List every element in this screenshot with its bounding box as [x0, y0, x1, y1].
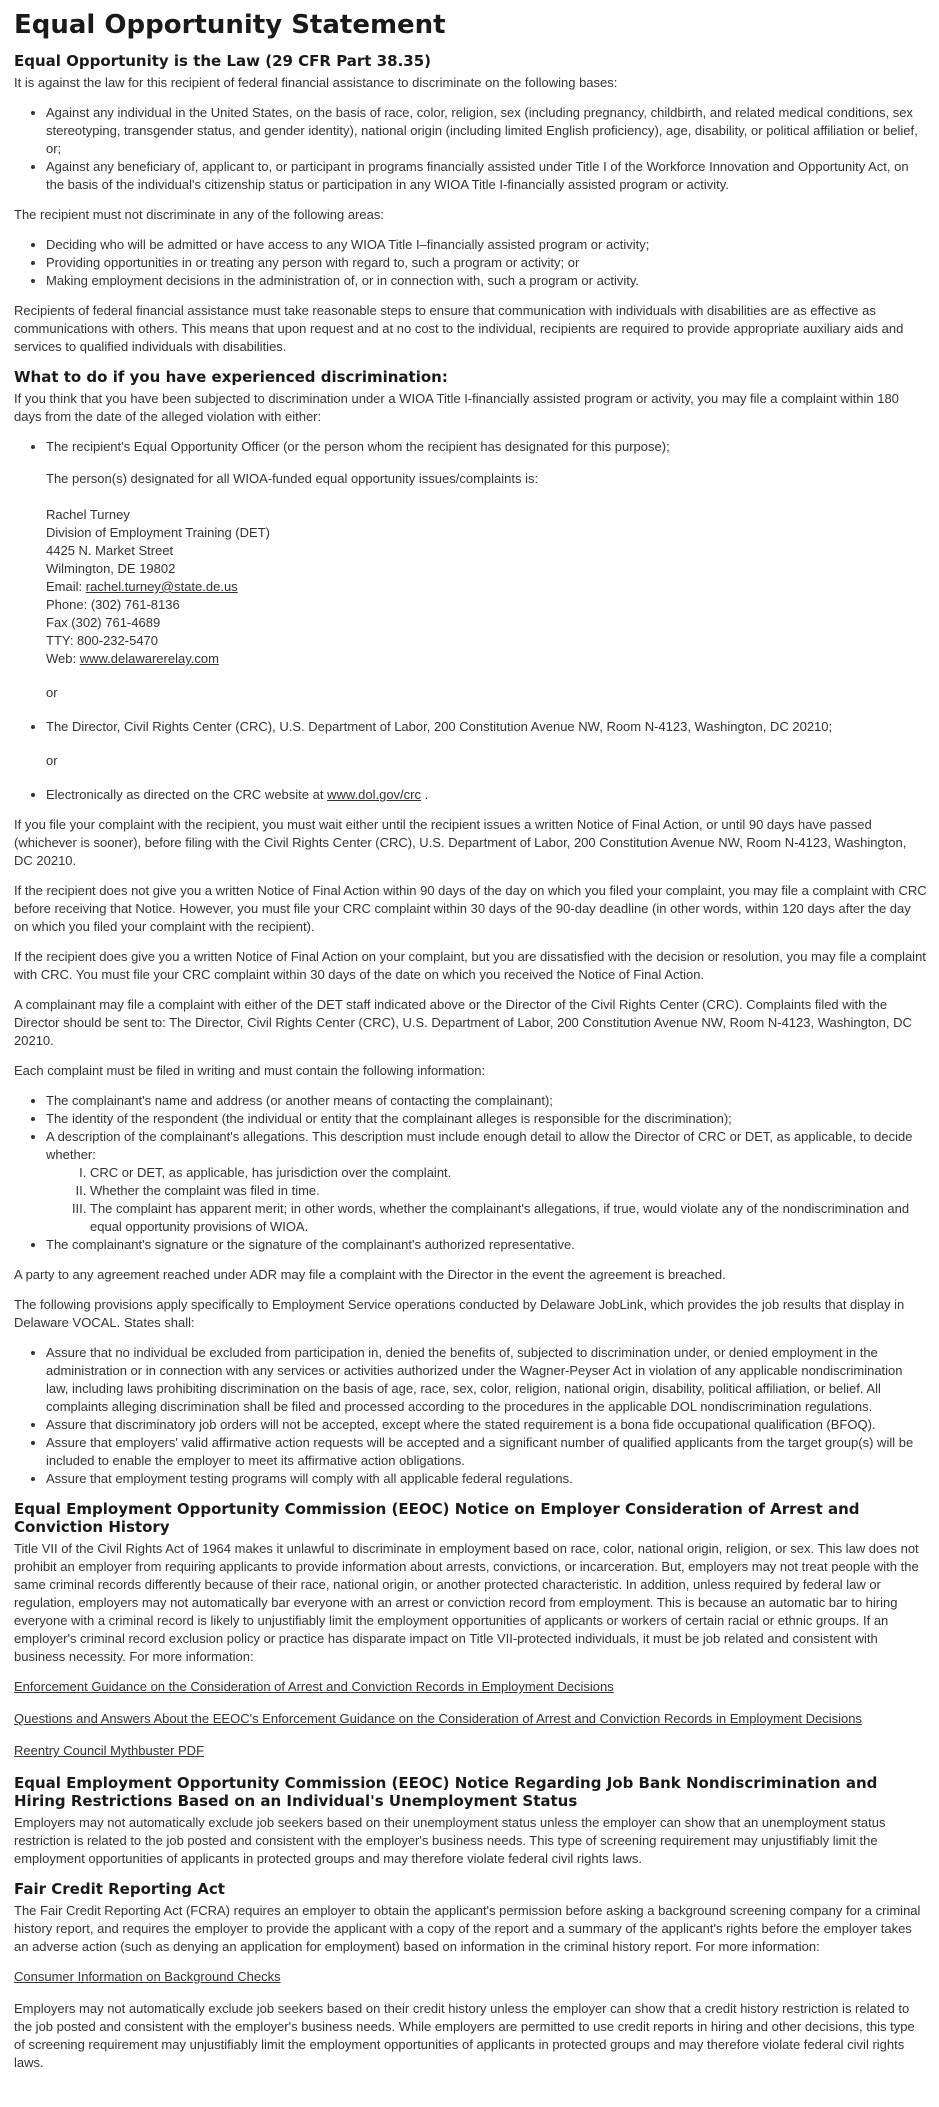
- contact-city: Wilmington, DE 19802: [46, 561, 176, 576]
- web-label: Web:: [46, 651, 80, 666]
- paragraph: If the recipient does not give you a written Notice of Final Action within 90 days of the day on which you filed your complaint, you may file a complaint with CRC before receiving that Notice. However, you must file your CRC complaint within 30 days of the 90-day deadline (in other words, within 120 days after the day on which you filed your complaint with the recipient).: [14, 883, 927, 934]
- link-paragraph: [14, 1742, 927, 1760]
- contact-web-row: [46, 650, 927, 668]
- link-paragraph: [14, 1678, 927, 1696]
- or-separator: or: [46, 753, 58, 768]
- contact-street: 4425 N. Market Street: [46, 543, 174, 558]
- paragraph: If the recipient does give you a written Notice of Final Action on your complaint, but you are dissatisfied with the decision or resolution, you may file a complaint with CRC. You must file your CRC complaint within 30 days of the date on which you received the Notice of Final Action.: [14, 949, 926, 982]
- list-item-text: A description of the complainant's allegations. This description must include enough detail to allow the Director of CRC or DET, as applicable, to decide whether:: [46, 1129, 913, 1162]
- paragraph: Employers may not automatically exclude job seekers based on their credit history unless the employer can show that a credit history restriction is related to the job posted and consistent with the employer's business needs. While employers are permitted to use credit reports in hiring and other decisions, this type of screening requirement may unjustifiably limit the employment opportunities of applicants in protected groups and may therefore violate federal civil rights laws.: [14, 2001, 915, 2070]
- list-item: • The complainant's signature or the signature of the complainant's authorized representative.: [46, 1236, 927, 1254]
- page-title: Equal Opportunity Statement: [14, 10, 446, 40]
- email-label: Email:: [46, 579, 86, 594]
- link-paragraph: [14, 1968, 927, 1986]
- list-item: • The complainant's name and address (or another means of contacting the complainant);: [46, 1092, 927, 1110]
- contact-email-row: [46, 578, 927, 596]
- roman-item: III. The complaint has apparent merit; in other words, whether the complainant's allegations, if true, would violate any of the nondiscrimination and equal opportunity provisions of WIOA.: [90, 1200, 927, 1236]
- disability-paragraph: Recipients of federal financial assistance must take reasonable steps to ensure that communication with individuals with disabilities are as effective as communications with others. This means that upon request and at no cost to the individual, recipients are required to provide appropriate auxiliary aids and services to qualified individuals with disabilities.: [14, 303, 904, 354]
- list-item-director: [46, 718, 927, 770]
- contact-name: Rachel Turney: [46, 507, 130, 522]
- complaint-requirements-list: [14, 1092, 927, 1254]
- link-paragraph: [14, 1710, 927, 1728]
- paragraph: The following provisions apply specifically to Employment Service operations conducted by Delaware JobLink, which provides the job results that display in Delaware VOCAL. States shall:: [14, 1297, 905, 1330]
- mythbuster-pdf-link[interactable]: Reentry Council Mythbuster PDF: [14, 1743, 205, 1758]
- list-item: • The identity of the respondent (the individual or entity that the complainant alleges is responsible for the discrimination);: [46, 1110, 927, 1128]
- qa-guidance-link[interactable]: Questions and Answers About the EEOC's Enforcement Guidance on the Consideration of Arrest and Conviction Records in Employment Decisions: [14, 1711, 862, 1726]
- list-item: • Against any individual in the United States, on the basis of race, color, religion, sex (including pregnancy, childbirth, and related medical conditions, sex stereotyping, transgender status, and gender identity), national origin (including limited English proficiency), age, disability, or political affiliation or belief, or;: [46, 104, 927, 158]
- section-heading-eo-law: Equal Opportunity is the Law (29 CFR Part 38.35): [14, 52, 431, 70]
- paragraph: A party to any agreement reached under ADR may file a complaint with the Director in the event the agreement is breached.: [14, 1267, 726, 1282]
- director-text: The Director, Civil Rights Center (CRC), U.S. Department of Labor, 200 Constitution Avenue NW, Room N-4123, Washington, DC 20210;: [46, 719, 833, 734]
- contact-block: [46, 470, 927, 668]
- list-item-eo-officer: [46, 438, 927, 702]
- contact-phone: Phone: (302) 761-8136: [46, 597, 180, 612]
- contact-fax: Fax (302) 761-4689: [46, 615, 161, 630]
- email-link[interactable]: rachel.turney@state.de.us: [85, 579, 238, 594]
- roman-item: II. Whether the complaint was filed in time.: [90, 1182, 927, 1200]
- complaint-intro: If you think that you have been subjected to discrimination under a WIOA Title I-financially assisted program or activity, you may file a complaint within 180 days from the date of the alleged violation with either:: [14, 391, 899, 424]
- roman-list: [46, 1164, 927, 1236]
- designated-text: The person(s) designated for all WIOA-funded equal opportunity issues/complaints is:: [46, 471, 539, 486]
- states-list: [14, 1344, 927, 1488]
- list-item: • Providing opportunities in or treating any person with regard to, such a program or activity; or: [46, 254, 927, 272]
- section-heading-discrimination: What to do if you have experienced discrimination:: [14, 368, 448, 386]
- electronic-suffix: .: [421, 787, 429, 802]
- roman-item: I. CRC or DET, as applicable, has jurisdiction over the complaint.: [90, 1164, 927, 1182]
- areas-list: [14, 236, 927, 290]
- contact-org: Division of Employment Training (DET): [46, 525, 270, 540]
- section-intro: It is against the law for this recipient of federal financial assistance to discriminate on the following bases:: [14, 75, 618, 90]
- paragraph: A complainant may file a complaint with either of the DET staff indicated above or the Director of the Civil Rights Center (CRC). Complaints filed with the Director should be sent to: The Director, Civil Rights Center (CRC), U.S. Department of Labor, 200 Constitution Avenue NW, Room N-4123, Washington, DC 20210.: [14, 997, 912, 1048]
- list-item-electronic: [46, 786, 927, 804]
- list-item: • Deciding who will be admitted or have access to any WIOA Title I–financially assisted program or activity;: [46, 236, 927, 254]
- areas-intro: The recipient must not discriminate in any of the following areas:: [14, 207, 384, 222]
- paragraph: Title VII of the Civil Rights Act of 1964 makes it unlawful to discriminate in employment based on race, color, national origin, religion, or sex. This law does not prohibit an employer from requiring applicants to provide information about arrests, convictions, or incarceration. But, employers may not treat people with the same criminal records differently because of their race, national origin, or another protected characteristic. In addition, unless required by federal law or regulation, employers may not automatically bar everyone with an arrest or conviction record from employment. This is because an automatic bar to hiring everyone with a criminal record is likely to unjustifiably limit the employment opportunities of applicants or workers of certain racial or ethnic groups. If an employer's criminal record exclusion policy or practice has disparate impact on Title VII-protected individuals, it must be job related and consistent with business necessity. For more information:: [14, 1541, 919, 1664]
- electronic-text: Electronically as directed on the CRC website at: [46, 787, 328, 802]
- list-item: • Assure that employment testing programs will comply with all applicable federal regulations.: [46, 1470, 927, 1488]
- list-item: [46, 1128, 927, 1236]
- contact-tty: TTY: 800-232-5470: [46, 633, 159, 648]
- complaint-options-list: [14, 438, 927, 804]
- background-checks-link[interactable]: Consumer Information on Background Checks: [14, 1969, 281, 1984]
- eo-officer-text: The recipient's Equal Opportunity Officer (or the person whom the recipient has designated for this purpose);: [46, 439, 670, 454]
- section-heading-eeoc-arrest: Equal Employment Opportunity Commission (EEOC) Notice on Employer Consideration of Arrest and Conviction History: [14, 1500, 860, 1536]
- or-separator: or: [46, 685, 58, 700]
- bases-list: [14, 104, 927, 194]
- list-item: • Against any beneficiary of, applicant to, or participant in programs financially assisted under Title I of the Workforce Innovation and Opportunity Act, on the basis of the individual's citizenship status or participation in any WIOA Title I-financially assisted program or activity.: [46, 158, 927, 194]
- list-item: • Making employment decisions in the administration of, or in connection with, such a program or activity.: [46, 272, 927, 290]
- list-item: • Assure that employers' valid affirmative action requests will be accepted and a significant number of qualified applicants from the target group(s) will be included to enable the employer to meet its affirmative action obligations.: [46, 1434, 927, 1470]
- section-heading-fcra: Fair Credit Reporting Act: [14, 1880, 225, 1898]
- section-heading-eeoc-unemployment: Equal Employment Opportunity Commission (EEOC) Notice Regarding Job Bank Nondiscrimination and Hiring Restrictions Based on an Individual's Unemployment Status: [14, 1774, 878, 1810]
- enforcement-guidance-link[interactable]: Enforcement Guidance on the Consideration of Arrest and Conviction Records in Employment Decisions: [14, 1679, 614, 1694]
- paragraph: Employers may not automatically exclude job seekers based on their unemployment status unless the employer can show that an unemployment status restriction is related to the job posted and consistent with the employer's business needs. This type of screening requirement may unjustifiably limit the employment opportunities of applicants in protected groups and may therefore violate federal civil rights laws.: [14, 1815, 886, 1866]
- list-item: • Assure that discriminatory job orders will not be accepted, except where the stated requirement is a bona fide occupational qualification (BFOQ).: [46, 1416, 927, 1434]
- crc-website-link[interactable]: www.dol.gov/crc: [327, 787, 421, 802]
- web-link[interactable]: www.delawarerelay.com: [79, 651, 219, 666]
- paragraph: If you file your complaint with the recipient, you must wait either until the recipient issues a written Notice of Final Action, or until 90 days have passed (whichever is sooner), before filing with the Civil Rights Center (CRC), U.S. Department of Labor, 200 Constitution Avenue NW, Room N-4123, Washington, DC 20210.: [14, 817, 907, 868]
- paragraph: The Fair Credit Reporting Act (FCRA) requires an employer to obtain the applicant's permission before asking a background screening company for a criminal history report, and requires the employer to provide the applicant with a copy of the report and a summary of the applicant's rights before the employer takes an adverse action (such as denying an application for employment) based on information in the criminal history report. For more information:: [14, 1903, 921, 1954]
- list-item: • Assure that no individual be excluded from participation in, denied the benefits of, subjected to discrimination under, or denied employment in the administration or in connection with any services or activities authorized under the Wagner-Peyser Act in violation of any applicable nondiscrimination law, including laws prohibiting discrimination on the basis of age, race, sex, color, religion, national origin, disability, political affiliation, or belief. All complaints alleging discrimination shall be filed and processed according to the procedures in the applicable DOL nondiscrimination regulations.: [46, 1344, 927, 1416]
- paragraph: Each complaint must be filed in writing and must contain the following information:: [14, 1063, 486, 1078]
